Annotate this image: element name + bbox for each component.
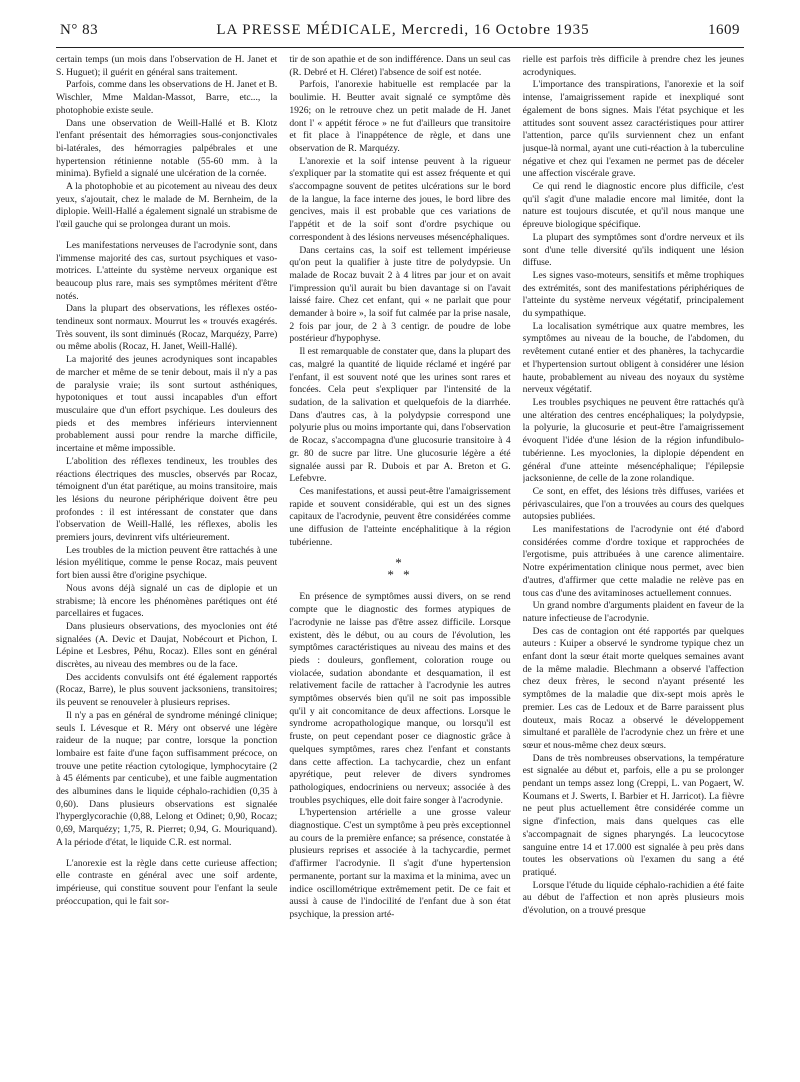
paragraph: Ce sont, en effet, des lésions très diffuses, variées et périvasculaires, que l'on a trouvées au cours des quelques autopsies publiées. xyxy=(522,485,744,523)
paragraph: L'abolition des réflexes tendineux, les troubles des réactions électriques des muscles, observés par Rocaz, témoignent d'un état parétique, au moins transitoire, mais les lésions du neurone périphérique doivent être peu profondes : il est intéressant de constater que dans l'observation de Weill-Hallé, les réflexes, abolis les premiers jours, devinrent vifs ultérieurement. xyxy=(56,455,278,544)
paragraph: Les troubles de la miction peuvent être rattachés à une lésion myélitique, comme le pense Rocaz, mais peuvent fort bien aussi être d'origine psychique. xyxy=(56,544,278,582)
paragraph: rielle est parfois très difficile à prendre chez les jeunes acrodyniques. xyxy=(522,54,744,78)
paragraph: certain temps (un mois dans l'observation de H. Janet et S. Huguet); il guérit en général sans traitement. xyxy=(56,54,278,78)
paragraph: Dans certains cas, la soif est tellement impérieuse qu'on peut la qualifier à juste titre de polydypsie. Un malade de Rocaz buvait 2 à 4 litres par jour et on avait l'impression qu'il aurait bu bien davantage si on l'avait laissé faire. Chez cet enfant, qui « ne parlait que pour demander à boire », la soif fut calmée par la prise nasale, 2 fois par jour, de 2 à 3 centigr. de poudre de lobe postérieur d'hypophyse. xyxy=(289,244,511,345)
paragraph: Ce qui rend le diagnostic encore plus difficile, c'est qu'il s'agit d'une maladie encore mal limitée, dont la nature est toujours discutée, et qu'il nous manque une épreuve biologique spécifique. xyxy=(522,181,744,231)
section-asterism: * * * xyxy=(387,555,413,583)
paragraph: Dans la plupart des observations, les réflexes ostéo-tendineux sont normaux. Mourrut les « trouvés exagérés. Très souvent, ils sont diminués (Rocaz, Marquézy, Parre) ou même abolis (Rocaz, H. Janet, Weill-Hallé). xyxy=(56,303,278,353)
column-3 xyxy=(523,54,744,1074)
paragraph: A la photophobie et au picotement au niveau des deux yeux, s'ajoutait, chez le malade de M. Bernheim, de la diplopie. Weill-Hallé a également signalé un strabisme de l'œil gauche qui se prolongea durant un mois. xyxy=(56,181,278,231)
paragraph: L'anorexie est la règle dans cette curieuse affection; elle contraste en général avec une soif ardente, impérieuse, qui constitue souvent pour l'enfant la seule préoccupation, qui le fait sor- xyxy=(56,857,278,907)
paragraph: La majorité des jeunes acrodyniques sont incapables de marcher et même de se tenir debout, mais il n'y a pas de paralysie vraie; ils sont surtout asthéniques, hypotoniques et tout aussi incapables d'un effort musculaire que d'un effort psychique. Les douleurs des pieds et des membres inférieurs interviennent probablement aussi pour rendre la marche difficile, incertaine et même impossible. xyxy=(56,354,278,455)
paragraph: Ces manifestations, et aussi peut-être l'amaigrissement rapide et souvent considérable, qui est un des signes capitaux de l'acrodynie, peuvent être considérées comme une diffusion de l'atteinte encéphalitique à la région tubérienne. xyxy=(289,485,511,548)
paragraph: Les troubles psychiques ne peuvent être rattachés qu'à une altération des centres encéphaliques; la polydypsie, la polyurie, la glucosurie et peut-être l'amaigrissement évoquent l'idée d'une lésion de la région infundibulo-tubérienne. Les myoclonies, la diplopie dépendent en général d'une atteinte mésencéphalique; l'épilepsie jacksonienne, de celle de la zone rolandique. xyxy=(522,396,744,485)
paragraph: Il n'y a pas en général de syndrome méningé clinique; seuls I. Lévesque et R. Méry ont observé une légère raideur de la nuque; par contre, lorsque la ponction lombaire est faite d'une façon suffisamment précoce, on trouve une petite réaction cytologique, lymphocytaire (2 à 45 éléments par centicube), et une faible augmentation des albumines dans le liquide céphalo-rachidien (0,35 à 0,60). Dans plusieurs observations est signalée l'hyperglycorachie (0,88, Lelong et Odinet; 0,90, Rocaz; 0,69, Marquézy; 1,75, R. Pierret; 0,94, G. Mouriquand). A la période d'état, le liquide C.R. est normal. xyxy=(56,709,278,848)
column-1 xyxy=(56,54,277,1074)
paragraph: Dans plusieurs observations, des myoclonies ont été signalées (A. Devic et Daujat, Nobécourt et Pichon, I. Lépine et Lesbres, Péhu, Rocaz). Elles sont en général discrètes, au niveau des membres ou de la face. xyxy=(56,620,278,671)
paragraph: Dans de très nombreuses observations, la température est signalée au début et, parfois, elle a pu se prolonger pendant un temps assez long (Creppi, L. van Pogaert, W. Koumans et J. Swerts, I. Barbier et H. Jarricot). La fièvre ne peut plus actuellement être considérée comme un signe d'infection, mais dans quelques cas elle s'accompagnait de signes pharyngés. La leucocytose sanguine entre 14 et 17.000 est signalée à peu près dans toutes les observations où l'examen du sang a été pratiqué. xyxy=(522,752,744,878)
paragraph: Lorsque l'étude du liquide céphalo-rachidien a été faite au début de l'affection et non après plusieurs mois d'évolution, on a trouvé presque xyxy=(522,879,744,917)
header-rule xyxy=(56,47,744,48)
paragraph: Des cas de contagion ont été rapportés par quelques auteurs : Kuiper a observé le syndrome typique chez un enfant dont la sœur était morte quelques semaines avant de la même maladie. Blechmann a observé l'affection chez deux frères, le second n'ayant présenté les symptômes de la maladie que dix-sept mois après le premier. Les cas de Ledoux et de Barre paraissent plus douteux, mais Rocaz a observé le développement simultané et parallèle de l'acrodynie chez un frère et une sœur et nous-même chez deux sœurs. xyxy=(522,625,744,751)
paragraph-gap xyxy=(56,850,277,858)
column-2 xyxy=(289,54,510,1074)
paragraph: Dans une observation de Weill-Hallé et B. Klotz l'enfant présentait des hémorragies sous-conjonctivales bi-latérales, des hémorragies palpébrales et une hypertension rétinienne notable (55-60 mm. à la minima). Byfield a signalé une ulcération de la cornée. xyxy=(56,117,278,180)
page-number: 1609 xyxy=(707,22,740,38)
issue-number: N° 83 xyxy=(60,22,99,38)
paragraph: Nous avons déjà signalé un cas de diplopie et un strabisme; là encore les phénomènes parétiques ont été parcellaires et fugaces. xyxy=(56,582,278,620)
paragraph: L'importance des transpirations, l'anorexie et la soif intense, l'amaigrissement rapide et inexpliqué sont également de bons signes. Mais l'état psychique et les attitudes sont souvent assez caractéristiques pour attirer l'attention, parce qu'ils surviennent chez un enfant jusque-là normal, ayant une cuti-réaction à la tuberculine négative et chez qui l'examen ne permet pas de déceler une affection viscérale grave. xyxy=(522,79,744,180)
page-header xyxy=(56,22,744,39)
paragraph: tir de son apathie et de son indifférence. Dans un seul cas (R. Debré et H. Cléret) l'absence de soif est notée. xyxy=(289,54,511,78)
text-columns xyxy=(56,54,744,1074)
paragraph: Les manifestations nerveuses de l'acrodynie sont, dans l'immense majorité des cas, surtout psychiques et vaso-motrices. L'atteinte du système nerveux organique est beaucoup plus rare, mais ses symptômes méritent d'être notés. xyxy=(56,239,278,302)
paragraph-gap xyxy=(56,232,277,240)
paragraph: L'hypertension artérielle a une grosse valeur diagnostique. C'est un symptôme à peu près exceptionnel au cours de la première enfance; sa présence, constatée à plusieurs reprises et associée à la tachycardie, permet d'affirmer l'acrodynie. Il s'agit d'une hypertension permanente, portant sur la maxima et la minima, avec un indice oscillométrique extrêmement petit. De ce fait et aussi à cause de l'indocilité de l'enfant due à son état psychique, la pression arté- xyxy=(289,807,511,920)
paragraph: Un grand nombre d'arguments plaident en faveur de la nature infectieuse de l'acrodynie. xyxy=(522,600,744,624)
paragraph: Parfois, comme dans les observations de H. Janet et B. Wischler, Mme Maldan-Massot, Barre, etc..., la photophobie existe seule. xyxy=(56,79,278,116)
paragraph: La plupart des symptômes sont d'ordre nerveux et ils sont d'une telle diversité qu'ils indiquent une lésion diffuse. xyxy=(522,231,744,269)
paragraph: Des accidents convulsifs ont été également rapportés (Rocaz, Barre), le plus souvent jacksoniens, transitoires; ils peuvent se renouveler à plusieurs reprises. xyxy=(56,671,278,709)
paragraph: Les manifestations de l'acrodynie ont été d'abord considérées comme d'ordre toxique et rapprochées de l'ergotisme, puis attribuées à une carence alimentaire. Notre expérimentation clinique nous permet, avec bien d'autres, d'affirmer que cette maladie ne relève pas en tous cas d'une des avitaminoses actuellement connues. xyxy=(522,524,744,599)
paragraph: Parfois, l'anorexie habituelle est remplacée par la boulimie. H. Beutter avait signalé ce symptôme dès 1926; on le retrouve chez un petit malade de H. Janet dont l' « appétit féroce » ne fut d'ailleurs que transitoire et fit place à l'inappétence de règle, et dans une observation de R. Marquézy. xyxy=(289,79,511,154)
paragraph: Il est remarquable de constater que, dans la plupart des cas, malgré la quantité de liquide réclamé et ingéré par l'enfant, il est souvent noté que les urines sont rares et foncées. Cela peut s'expliquer par l'intensité de la sudation, de la salivation et quelquefois de la diarrhée. Dans d'autres cas, à la polydypsie correspond une polyurie plus ou moins importante qui, dans l'observation de Rocaz, s'accompagna d'une glucosurie transitoire à 4 gr. 80 de sucre par litre. Une glucosurie légère a été signalée aussi par R. Dubois et par A. Breton et G. Lefebvre. xyxy=(289,346,511,485)
paragraph: L'anorexie et la soif intense peuvent à la rigueur s'expliquer par la stomatite qui est assez fréquente et qui s'accompagne souvent de petites ulcérations sur le bord de la langue, la face interne des joues, le bord libre des gencives, mais il est probable que ces variations de l'appétit et de la soif sont d'ordre psychique ou correspondent à des lésions nerveuses mésencéphaliques. xyxy=(289,155,511,243)
paragraph: Les signes vaso-moteurs, sensitifs et même trophiques des extrémités, sont des manifestations périphériques de l'atteinte du système nerveux végétatif, principalement du sympathique. xyxy=(522,269,744,320)
journal-title: LA PRESSE MÉDICALE, Mercredi, 16 Octobre 1935 xyxy=(216,22,590,38)
paragraph: La localisation symétrique aux quatre membres, les symptômes au niveau de la bouche, de l'abdomen, du revêtement cutané entier et des phanères, la tachycardie et l'hypertension surtout obligent à considérer une lésion haute, probablement au niveau des noyaux du système nerveux végétatif. xyxy=(522,320,744,396)
paragraph: En présence de symptômes aussi divers, on se rend compte que le diagnostic des formes atypiques de l'acrodynie ne laisse pas d'être assez difficile. Lorsque existent, dès le début, ou au cours de l'évolution, les symptômes caractéristiques au niveau des mains et des pieds : douleurs, gonflement, coloration rouge ou violacée, sudation abondante et desquamation, il est relativement facile de rattacher à l'acrodynie les autres symptômes observés bien qu'il ne soit pas impossible qu'il y ait concomitance de deux affections. Lorsque le syndrome acropathologique manque, ou lorsqu'il est fruste, on peut cependant poser ce diagnostic grâce à quelques symptômes, rares chez l'enfant et constants dans cette affection. La tachycardie, chez un enfant apyrétique, peut relever de divers syndromes pathologiques, endocriniens ou nerveux; associée à des troubles psychiques, elle doit faire songer à l'acrodynie. xyxy=(289,591,511,806)
